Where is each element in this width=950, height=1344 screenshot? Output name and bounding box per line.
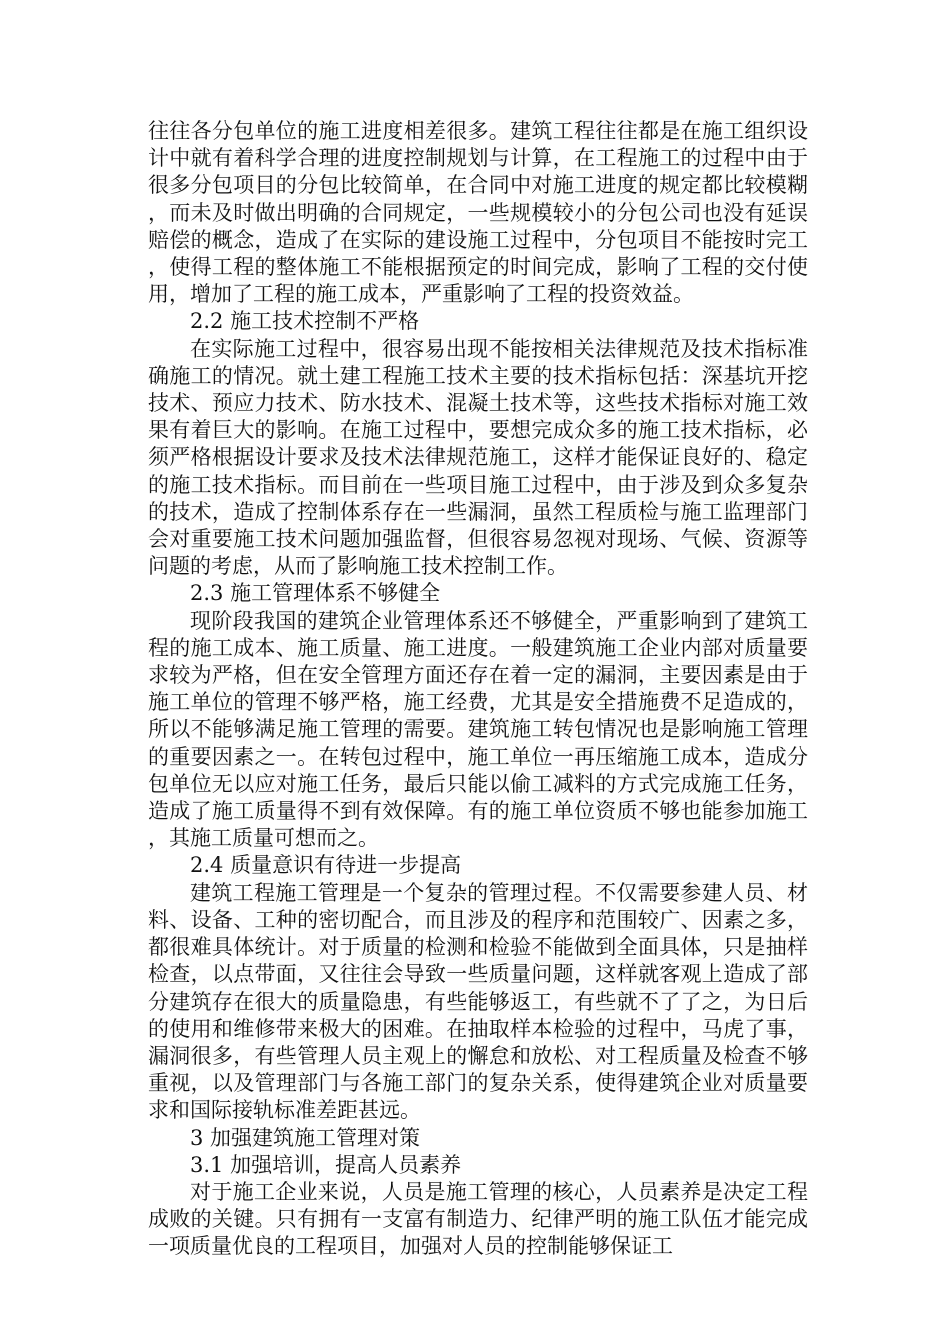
heading-3: 3 加强建筑施工管理对策 xyxy=(190,1125,421,1150)
heading-3-1: 3.1 加强培训，提高人员素养 xyxy=(190,1152,462,1177)
heading-2-3: 2.3 施工管理体系不够健全 xyxy=(190,581,441,606)
heading-2-2: 2.2 施工技术控制不严格 xyxy=(190,309,420,334)
paragraph-management-system: 现阶段我国的建筑企业管理体系还不够健全，严重影响到了建筑工程的施工成本、施工质量、施工进度。一般建筑施工企业内部对质量要求较为严格，但在安全管理方面还存在着一定的漏洞，主要因素是由于施工单位的管理不够严格，施工经费，尤其是安全措施费不足造成的，所以不能够满足施工管理的需要。建筑施工转包情况也是影响施工管理的重要因素之一。在转包过程中，施工单位一再压缩施工成本，造成分包单位无以应对施工任务，最后只能以偷工减料的方式完成施工任务，造成了施工质量得不到有效保障。有的施工单位资质不够也能参加施工，其施工质量可想而之。 xyxy=(148,608,808,851)
paragraph-quality-awareness: 建筑工程施工管理是一个复杂的管理过程。不仅需要参建人员、材料、设备、工种的密切配合，而且涉及的程序和范围较广、因素之多，都很难具体统计。对于质量的检测和检验不能做到全面具体，只是抽样检查，以点带面，又往往会导致一些质量问题，这样就客观上造成了部分建筑存在很大的质量隐患，有些能够返工，有些就不了了之，为日后的使用和维修带来极大的困难。在抽取样本检验的过程中，马虎了事，漏洞很多，有些管理人员主观上的懈怠和放松、对工程质量及检查不够重视，以及管理部门与各施工部门的复杂关系，使得建筑企业对质量要求和国际接轨标准差距甚远。 xyxy=(148,880,808,1123)
heading-2-4: 2.4 质量意识有待进一步提高 xyxy=(190,853,462,878)
paragraph-training: 对于施工企业来说，人员是施工管理的核心，人员素养是决定工程成败的关键。只有拥有一支富有制造力、纪律严明的施工队伍才能完成一项质量优良的工程项目，加强对人员的控制能够保证工 xyxy=(148,1179,808,1259)
document-page xyxy=(148,118,808,1261)
paragraph-progress-delay: 往往各分包单位的施工进度相差很多。建筑工程往往都是在施工组织设计中就有着科学合理的进度控制规划与计算，在工程施工的过程中由于很多分包项目的分包比较简单，在合同中对施工进度的规定都比较模糊，而未及时做出明确的合同规定，一些规模较小的分包公司也没有延误赔偿的概念，造成了在实际的建设施工过程中，分包项目不能按时完工，使得工程的整体施工不能根据预定的时间完成，影响了工程的交付使用，增加了工程的施工成本，严重影响了工程的投资效益。 xyxy=(148,119,808,307)
paragraph-technical-control: 在实际施工过程中，很容易出现不能按相关法律规范及技术指标准确施工的情况。就土建工程施工技术主要的技术指标包括：深基坑开挖技术、预应力技术、防水技术、混凝土技术等，这些技术指标对施工效果有着巨大的影响。在施工过程中，要想完成众多的施工技术指标，必须严格根据设计要求及技术法律规范施工，这样才能保证良好的、稳定的施工技术指标。而目前在一些项目施工过程中，由于涉及到众多复杂的技术，造成了控制体系存在一些漏洞，虽然工程质检与施工监理部门会对重要施工技术问题加强监督，但很容易忽视对现场、气候、资源等问题的考虑，从而了影响施工技术控制工作。 xyxy=(148,336,808,579)
